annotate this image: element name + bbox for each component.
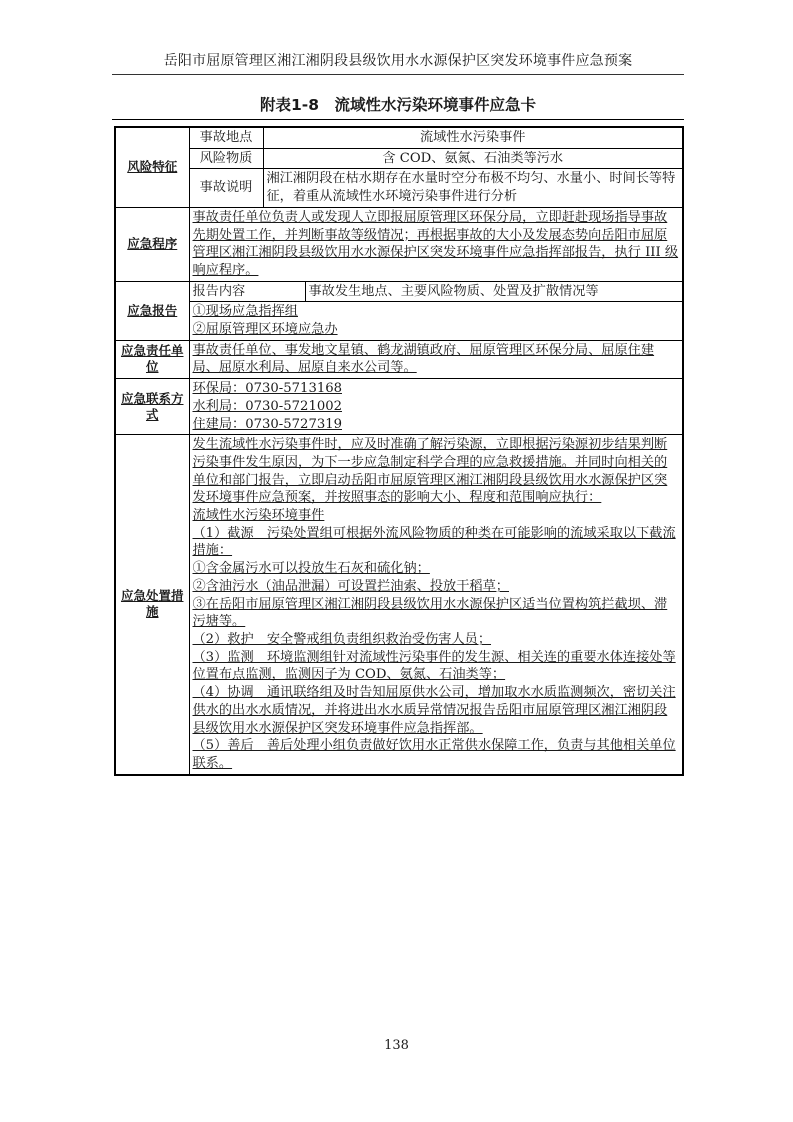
risk-section-label: 风险特征 — [115, 127, 189, 207]
risk-row-description — [115, 169, 683, 207]
measures-step: （1）截源 污染处置组可根据外流风险物质的种类在可能影响的流域采取以下截流措施： — [192, 525, 676, 559]
report-recipients — [189, 302, 683, 340]
risk-value: 含 COD、氨氮、石油类等污水 — [263, 148, 683, 169]
risk-value: 流域性水污染事件 — [263, 127, 683, 148]
units-text: 事故责任单位、事发地文星镇、鹤龙湖镇政府、屈原管理区环保分局、屈原住建局、屈原水利局、屈原自来水公司等。 — [189, 340, 683, 378]
risk-key: 事故说明 — [189, 169, 263, 207]
procedure-section-label: 应急程序 — [115, 207, 189, 281]
measures-step: （4）协调 通讯联络组及时告知屈原供水公司，增加取水水质监测频次，密切关注供水的出水水质情况，并将进出水水质异常情况报告岳阳市屈原管理区湘江湘阴段县级饮用水水源保护区突发环境事件应急指挥部。 — [192, 685, 676, 736]
risk-value: 湘江湘阴段在枯水期存在水量时空分布极不均匀、水量小、时间长等特征，着重从流域性水环境污染事件进行分析 — [263, 169, 683, 207]
table-title: 附表1-8 流域性水污染环境事件应急卡 — [259, 96, 536, 114]
risk-row-substance — [115, 148, 683, 169]
header-rule — [112, 74, 684, 75]
report-section-label: 应急报告 — [115, 281, 189, 340]
running-header: 岳阳市屈原管理区湘江湘阴段县级饮用水水源保护区突发环境事件应急预案 — [163, 53, 633, 69]
report-content-value: 事故发生地点、主要风险物质、处置及扩散情况等 — [305, 281, 683, 302]
measures-step: （2）救护 安全警戒组负责组织救治受伤害人员； — [192, 631, 492, 647]
measures-step: （3）监测 环境监测组针对流域性污染事件的发生源、相关连的重要水体连接处等位置布点监测，监测因子为 COD、氨氮、石油类等； — [192, 649, 676, 683]
measures-step: ③在岳阳市屈原管理区湘江湘阴段县级饮用水水源保护区适当位置构筑拦截坝、滞污塘等。 — [192, 596, 668, 630]
risk-row-location — [115, 127, 683, 148]
measures-event-type: 流域性水污染环境事件 — [192, 508, 325, 524]
report-row-content — [115, 281, 683, 302]
measures-step: ①含金属污水可以投放生石灰和硫化钠； — [192, 561, 430, 577]
report-recipient: ①现场应急指挥组 — [192, 304, 298, 320]
measures-section-label: 应急处置措施 — [115, 435, 189, 775]
procedure-row — [115, 207, 683, 281]
report-content-key: 报告内容 — [189, 281, 305, 302]
title-rule — [112, 119, 684, 120]
contacts-list — [189, 379, 683, 435]
risk-key: 风险物质 — [189, 148, 263, 169]
measures-text — [189, 435, 683, 775]
report-row-recipients — [115, 302, 683, 340]
measures-intro: 发生流域性水污染事件时，应及时准确了解污染源，立即根据污染源初步结果判断污染事件发生原因，为下一步应急制定科学合理的应急救援措施。并同时向相关的单位和部门报告，立即启动岳阳市屈原管理区湘江湘阴段县级饮用水水源保护区突发环境事件应急预案，并按照事态的影响大小、程度和范围响应执行： — [192, 437, 668, 506]
contacts-row — [115, 379, 683, 435]
contact-item: 住建局：0730-5727319 — [192, 416, 342, 432]
emergency-card-table — [114, 126, 684, 776]
measures-row — [115, 435, 683, 775]
report-recipient: ②屈原管理区环境应急办 — [192, 322, 338, 338]
page-number: 138 — [384, 1038, 409, 1053]
measures-step: ②含油污水（油品泄漏）可设置拦油索、投放干稻草； — [192, 578, 509, 594]
units-section-label: 应急责任单位 — [115, 340, 189, 378]
units-row — [115, 340, 683, 378]
risk-key: 事故地点 — [189, 127, 263, 148]
contact-item: 水利局：0730-5721002 — [192, 398, 342, 414]
contact-item: 环保局：0730-5713168 — [192, 381, 342, 397]
procedure-text: 事故责任单位负责人或发现人立即报屈原管理区环保分局，立即赶赴现场指导事故先期处置工作，并判断事故等级情况；再根据事故的大小及发展态势向岳阳市屈原管理区湘江湘阴段县级饮用水水源保护区突发环境事件应急指挥部报告，执行 III 级响应程序。 — [189, 207, 683, 281]
contacts-section-label: 应急联系方式 — [115, 379, 189, 435]
measures-step: （5）善后 善后处理小组负责做好饮用水正常供水保障工作，负责与其他相关单位联系。 — [192, 738, 676, 771]
